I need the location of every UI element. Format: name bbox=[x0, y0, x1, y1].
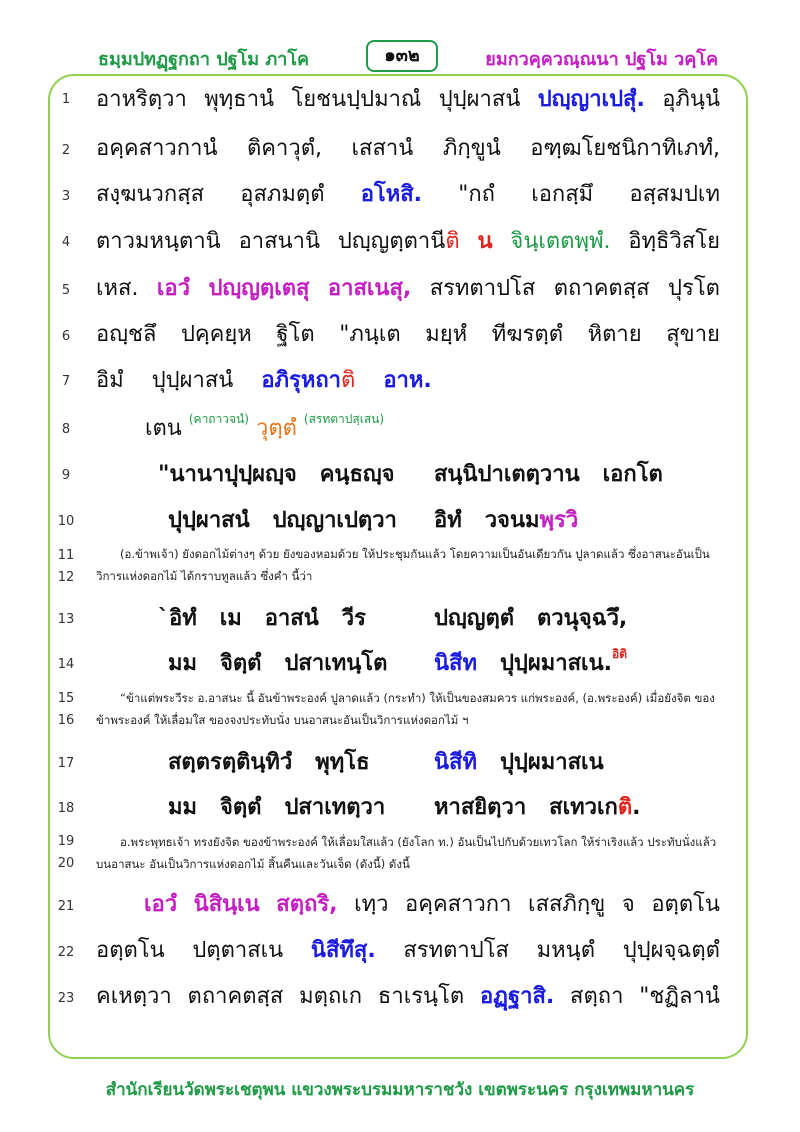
word: สรทตาปโส bbox=[403, 938, 509, 963]
verse-line-18b bbox=[434, 793, 640, 823]
line-number: 21 bbox=[57, 899, 75, 914]
word: ปสาเทตฺวา bbox=[284, 795, 386, 820]
header-right-title: ยมกวคฺควณฺณนา ปฐโม วคฺโค bbox=[485, 49, 718, 70]
verse-line-13b bbox=[434, 604, 627, 634]
text-line-23 bbox=[96, 982, 720, 1012]
verse-line-9a bbox=[158, 460, 395, 490]
iti-particle: ติ bbox=[445, 229, 460, 254]
translation-line-20: บนอาสนะ อันเป็นวิการแห่งดอกไม้ สิ้นคืนและวันเจ็ด (ดังนี้) ดังนี้ bbox=[96, 857, 410, 871]
line-number: 3 bbox=[61, 189, 71, 204]
keyword: อาสเนสุ, bbox=[327, 276, 412, 301]
word-stem: ปญฺญตฺตานี bbox=[337, 229, 446, 254]
word: สงฺฆนวกสฺส bbox=[96, 182, 205, 207]
word: `อิทํ bbox=[158, 606, 197, 631]
word-with-particle bbox=[549, 795, 640, 820]
line-number: 12 bbox=[57, 570, 75, 585]
word: ปุปฺผาสนํ bbox=[438, 87, 521, 112]
text-line-1 bbox=[96, 85, 720, 115]
word: อาสนํ bbox=[264, 606, 319, 631]
word: อิทฺธิวิสโย bbox=[628, 229, 720, 254]
word-with-particle bbox=[261, 368, 355, 393]
line-number: 13 bbox=[57, 612, 75, 627]
word: จ bbox=[621, 892, 635, 917]
word: "ภนฺเต bbox=[339, 322, 401, 347]
word: ปุปฺผมาสเน bbox=[499, 750, 604, 775]
word: ทีฆรตฺตํ bbox=[491, 322, 563, 347]
word: ตถาคตสฺส bbox=[187, 984, 284, 1009]
word: อตฺตโน bbox=[651, 892, 720, 917]
word: พุทฺโธ bbox=[315, 750, 370, 775]
word: "ชฏิลานํ bbox=[639, 984, 720, 1009]
word: สรทตาปโส bbox=[429, 276, 536, 301]
translation-line-15: “ข้าแต่พระวีระ อ.อาสนะ นี้ อันข้าพระองค์ ปูลาดแล้ว (กระทำ) ให้เป็นของสมควร แก่พระองค์, (อ.พระองค์) เมื่อยังจิต ของ bbox=[120, 691, 715, 705]
line-number: 14 bbox=[57, 657, 75, 672]
verse-line-17a bbox=[168, 748, 370, 778]
word: สตฺตรตฺตินฺทิวํ bbox=[168, 750, 293, 775]
word: ปคฺคยฺห bbox=[180, 322, 252, 347]
word: ภิกฺขูนํ bbox=[442, 136, 501, 161]
word: ธาเรนฺโต bbox=[377, 984, 465, 1009]
keyword: วุตฺตํ bbox=[255, 416, 297, 441]
iti-particle: ติ bbox=[341, 368, 356, 393]
line-number: 7 bbox=[61, 374, 71, 389]
word: ปุปฺผมาสเน. bbox=[499, 651, 612, 676]
word-with-particle bbox=[338, 227, 460, 257]
translation-line-12: วิการแห่งดอกไม้ ได้กราบทูลแล้ว ซึ่งคำ นี้ว่า bbox=[96, 569, 313, 583]
word: เม bbox=[219, 606, 242, 631]
keyword: อโหสิ. bbox=[360, 182, 423, 207]
text-line-21 bbox=[144, 890, 720, 920]
footer-address: สำนักเรียนวัดพระเชตุพน แขวงพระบรมมหาราชวัง เขตพระนคร กรุงเทพมหานคร bbox=[105, 1080, 695, 1100]
period: . bbox=[632, 795, 641, 820]
word: อคฺคสาวกานํ bbox=[96, 136, 218, 161]
keyword: อภิรุหถา bbox=[261, 368, 342, 393]
text-line-6 bbox=[96, 320, 720, 350]
word: เสสภิกฺขู bbox=[528, 892, 606, 917]
word: สนฺนิปาเตตฺวาน bbox=[434, 462, 580, 487]
word: อคฺคสาวกา bbox=[405, 892, 512, 917]
verse-line-10a bbox=[168, 506, 397, 536]
keyword: นิสินฺเน bbox=[193, 892, 260, 917]
text-line-22 bbox=[96, 936, 720, 966]
word: เตน bbox=[145, 416, 182, 441]
word: มม bbox=[168, 795, 198, 820]
keyword: นิสีทึสุ. bbox=[310, 938, 376, 963]
word: มหนฺตํ bbox=[536, 938, 596, 963]
header-left-title: ธมฺมปทฏฺฐกถา ปฐโม ภาโค bbox=[98, 49, 310, 70]
word: อุสภมตฺตํ bbox=[240, 182, 325, 207]
word: ปุปฺผาสนํ bbox=[168, 508, 250, 533]
word-stem: วจนม bbox=[484, 508, 540, 533]
line-number: 20 bbox=[57, 856, 75, 871]
word: หาสยิตฺวา bbox=[434, 795, 527, 820]
keyword: เอวํ bbox=[156, 276, 190, 301]
keyword: พฺรวิ bbox=[539, 508, 579, 533]
line-number: 9 bbox=[61, 468, 71, 483]
verse-line-13a bbox=[158, 604, 366, 634]
line-number: 5 bbox=[61, 283, 71, 298]
word: ปตฺตาสเน bbox=[192, 938, 284, 963]
word: อุภินฺนํ bbox=[662, 87, 720, 112]
word: ปสาเทนฺโต bbox=[284, 651, 388, 676]
translation-line-16: ข้าพระองค์ ให้เลื่อมใส ของจงประทับนั่ง บนอาสนะอันเป็นวิการแห่งดอกไม้ ฯ bbox=[96, 713, 469, 727]
word: อิมํ bbox=[96, 368, 124, 393]
line-number: 8 bbox=[61, 422, 71, 437]
word: สตฺถา bbox=[570, 984, 624, 1009]
word: หิตาย bbox=[587, 322, 642, 347]
text-line-8 bbox=[145, 414, 384, 444]
word: ตวนุจฺฉวึ, bbox=[537, 606, 628, 631]
word: เทฺว bbox=[354, 892, 389, 917]
word: เอกสฺมึ bbox=[531, 182, 594, 207]
word: อตฺตโน bbox=[96, 938, 165, 963]
word: เสสานํ bbox=[351, 136, 414, 161]
keyword: อาห. bbox=[383, 368, 432, 393]
word: มยฺหํ bbox=[425, 322, 468, 347]
keyword: ปญฺญาเปสุํ. bbox=[537, 87, 645, 112]
word: ปุปฺผาสนํ bbox=[151, 368, 234, 393]
iti-superscript: อิติ bbox=[611, 647, 627, 661]
line-number: 17 bbox=[57, 756, 75, 771]
keyword: นิสีท bbox=[434, 651, 477, 676]
word: เหส. bbox=[96, 276, 139, 301]
word: ฐิโต bbox=[276, 322, 315, 347]
line-number: 10 bbox=[57, 514, 75, 529]
word: วีร bbox=[341, 606, 366, 631]
text-line-5 bbox=[96, 274, 720, 304]
word: อฑฺฒโยชนิกาทิเภทํ, bbox=[530, 136, 720, 161]
translation-line-11: (อ.ข้าพเจ้า) ยังดอกไม้ต่างๆ ด้วย ยังของหอมด้วย ให้ประชุมกันแล้ว โดยความเป็นอันเดียวกัน ปูลาดแล้ว ซึ่งอาสนะอันเป็น bbox=[120, 547, 710, 561]
word: ปุรโต bbox=[668, 276, 720, 301]
word bbox=[276, 890, 337, 920]
word: เอกโต bbox=[602, 462, 663, 487]
word: "กถํ bbox=[458, 182, 495, 207]
text-line-7 bbox=[96, 366, 720, 396]
text-line-3 bbox=[96, 180, 720, 210]
text-line-4 bbox=[96, 227, 720, 257]
word-with-particle bbox=[485, 508, 578, 533]
word: อิทํ bbox=[434, 508, 462, 533]
verse-line-14a bbox=[168, 649, 387, 679]
verse-line-17b bbox=[434, 748, 604, 778]
verse-line-18a bbox=[168, 793, 385, 823]
word: ตถาคตสฺส bbox=[553, 276, 650, 301]
word: สุขาย bbox=[666, 322, 720, 347]
line-number: 6 bbox=[61, 329, 71, 344]
keyword: อฏฺฐาสิ. bbox=[479, 984, 555, 1009]
word: มม bbox=[168, 651, 198, 676]
line-number: 16 bbox=[57, 713, 75, 728]
word: อญฺชลึ bbox=[96, 322, 157, 347]
line-number: 11 bbox=[57, 548, 75, 563]
translation-line-19: อ.พระพุทธเจ้า ทรงยังจิต ของข้าพระองค์ ให้เลื่อมใสแล้ว (ยังโลก ท.) อันเป็นไปกับด้วยเทวโลก ให้ร่าเริงแล้ว ประทับนั่งแล้ว bbox=[120, 835, 717, 849]
annotation: (สรทตาปสฺเสน) bbox=[303, 412, 385, 426]
keyword: จินฺเตตพฺพํ. bbox=[510, 229, 611, 254]
line-number: 18 bbox=[57, 801, 75, 816]
word: "นานาปุปฺผญฺจ bbox=[158, 462, 297, 487]
word: พุทฺธานํ bbox=[204, 87, 275, 112]
keyword-negation: น bbox=[477, 229, 493, 254]
line-number: 19 bbox=[57, 834, 75, 849]
verse-line-9b bbox=[434, 460, 663, 490]
line-number: 22 bbox=[57, 945, 75, 960]
keyword: สตฺถริ, bbox=[276, 892, 338, 917]
word bbox=[328, 274, 411, 304]
word: อาหริตฺวา bbox=[96, 87, 187, 112]
keyword: ปญฺญตฺเตสุ bbox=[208, 276, 310, 301]
word: ติคาวุตํ, bbox=[247, 136, 323, 161]
verse-line-10b bbox=[434, 506, 578, 536]
verse-line-14b bbox=[434, 649, 627, 679]
word: คนฺธญฺจ bbox=[319, 462, 395, 487]
annotation: (คาถาวจนํ) bbox=[188, 412, 249, 426]
line-number: 4 bbox=[61, 235, 71, 250]
word: มตฺถเก bbox=[299, 984, 363, 1009]
word-stem: สเทวเก bbox=[549, 795, 618, 820]
line-number: 23 bbox=[57, 991, 75, 1006]
keyword: นิสีทิ bbox=[434, 750, 477, 775]
word: ปญฺญตฺตํ bbox=[434, 606, 515, 631]
word: อสฺสมปเท bbox=[629, 182, 720, 207]
line-number: 2 bbox=[61, 143, 71, 158]
line-number: 1 bbox=[61, 92, 71, 107]
word: ตาวมหนฺตานิ bbox=[96, 229, 221, 254]
word: ปุปฺผจฺฉตฺตํ bbox=[622, 938, 720, 963]
keyword: เอวํ bbox=[144, 892, 178, 917]
word: จิตฺตํ bbox=[220, 795, 262, 820]
page-number-box: ๑๓๒ bbox=[366, 40, 438, 72]
iti-particle: ติ bbox=[617, 795, 633, 820]
word: คเหตฺวา bbox=[96, 984, 172, 1009]
word: ปญฺญาเปตฺวา bbox=[272, 508, 397, 533]
line-number: 15 bbox=[57, 691, 75, 706]
text-line-2 bbox=[96, 134, 720, 164]
word: โยชนปฺปมาณํ bbox=[291, 87, 422, 112]
word: จิตฺตํ bbox=[220, 651, 262, 676]
word: อาสนานิ bbox=[238, 229, 321, 254]
